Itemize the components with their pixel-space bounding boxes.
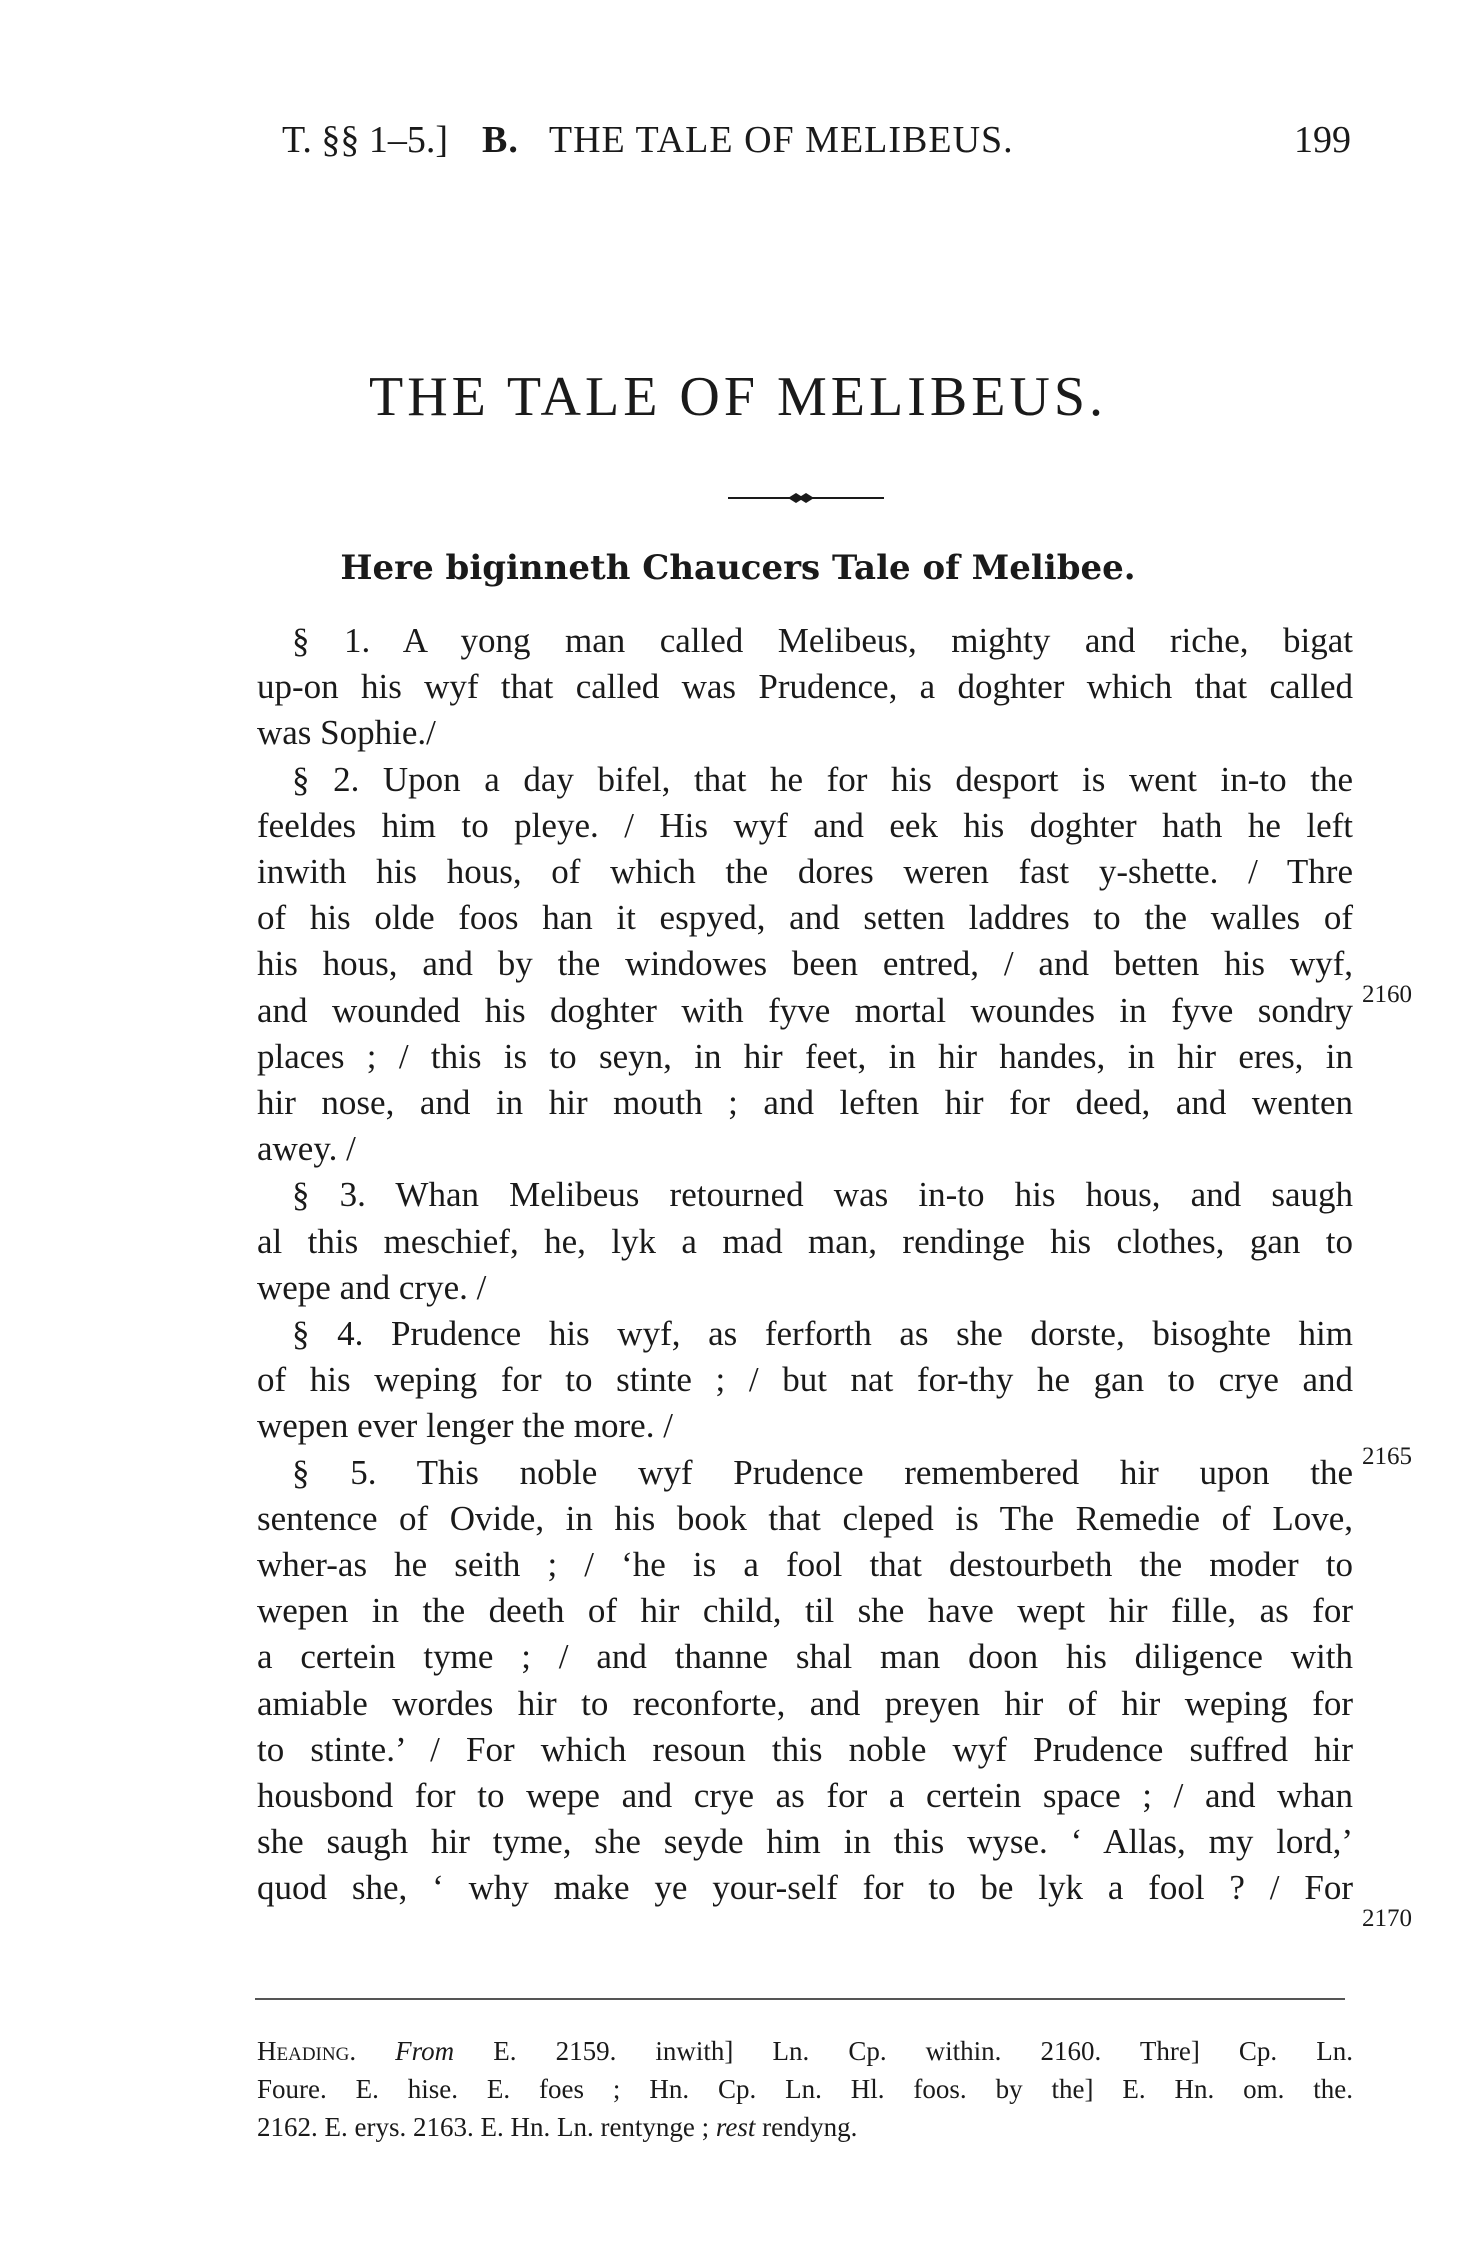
text-line: wher-as he seith ; / ‘he is a fool that destourbeth the moder to [257, 1545, 1353, 1584]
running-head-group-letter: B. [482, 119, 519, 161]
text-line: inwith his hous, of which the dores weren fast y-shette. / Thre [257, 852, 1353, 891]
text-line: of his olde foos han it espyed, and setten laddres to the walles of [257, 898, 1353, 937]
text-line: wepe and crye. / [257, 1268, 487, 1307]
text-line: quod she, ‘ why make ye your-self for to be lyk a fool ? / For [257, 1868, 1353, 1907]
text-line: § 1. A yong man called Melibeus, mighty and riche, bigat [292, 621, 1353, 660]
text-line: places ; / this is to seyn, in hir feet, in hir handes, in hir eres, in [257, 1037, 1353, 1076]
text-line: up-on his wyf that called was Prudence, a doghter which that called [257, 667, 1353, 706]
text-line: she saugh hir tyme, she seyde him in this wyse. ‘ Allas, my lord,’ [257, 1822, 1353, 1861]
line-number: 2165 [1362, 1443, 1412, 1470]
text-line: and wounded his doghter with fyve mortal woundes in fyve sondry [257, 991, 1353, 1030]
text-line: sentence of Ovide, in his book that cleped is The Remedie of Love, [257, 1499, 1353, 1538]
text-line: wepen in the deeth of hir child, til she have wept hir fille, as for [257, 1591, 1353, 1630]
footnote-from: From [395, 2036, 455, 2066]
footnote-text: rendyng. [755, 2112, 858, 2142]
text-line: § 4. Prudence his wyf, as ferforth as she dorste, bisoghte him [292, 1314, 1353, 1353]
text-line: § 5. This noble wyf Prudence remembered hir upon the [292, 1453, 1353, 1492]
text-line: a certein tyme ; / and thanne shal man doon his diligence with [257, 1637, 1353, 1676]
text-line: hir nose, and in hir mouth ; and leften hir for deed, and wenten [257, 1083, 1353, 1122]
text-line: was Sophie./ [257, 713, 436, 752]
running-head-title [482, 118, 1014, 162]
text-line: to stinte.’ / For which resoun this noble wyf Prudence suffred hir [257, 1730, 1353, 1769]
line-number: 2170 [1362, 1905, 1412, 1932]
text-line: feeldes him to pleye. / His wyf and eek his doghter hath he left [257, 806, 1353, 845]
text-line: al this meschief, he, lyk a mad man, rendinge his clothes, gan to [257, 1222, 1353, 1261]
text-line: his hous, and by the windowes been entred, / and betten his wyf, [257, 944, 1353, 983]
footnote-line [257, 2108, 1353, 2146]
page-number: 199 [1294, 119, 1351, 161]
footnote-line [257, 2032, 1353, 2070]
text-line: housbond for to wepe and crye as for a certein space ; / and whan [257, 1776, 1353, 1815]
line-number: 2160 [1362, 981, 1412, 1008]
page-title: THE TALE OF MELIBEUS. [368, 366, 1107, 428]
text-line: amiable wordes hir to reconforte, and preyen hir of hir weping for [257, 1684, 1353, 1723]
footnote-text: 2162. E. erys. 2163. E. Hn. Ln. rentynge ; [257, 2112, 710, 2142]
tale-heading: Here biginneth Chaucers Tale of Melibee. [340, 548, 1136, 588]
footnote-rest: rest [715, 2112, 756, 2142]
footnote-heading-label: Heading. [257, 2036, 357, 2066]
running-head-tale-name: THE TALE OF MELIBEUS. [548, 119, 1014, 161]
footnote-line: Foure. E. hise. E. foes ; Hn. Cp. Ln. Hl. foos. by the] E. Hn. om. the. [257, 2074, 1353, 2104]
text-line: awey. / [257, 1129, 356, 1168]
footnote-rule [255, 1998, 1345, 2000]
running-head-section-ref: T. §§ 1–5.] [282, 119, 449, 161]
text-line: of his weping for to stinte ; / but nat for-thy he gan to crye and [257, 1360, 1353, 1399]
running-head [0, 118, 1476, 178]
text-line: § 2. Upon a day bifel, that he for his desport is went in-to the [292, 760, 1353, 799]
footnote-text: E. 2159. inwith] Ln. Cp. within. 2160. Thre] Cp. Ln. [454, 2036, 1354, 2066]
title-ornament [728, 491, 884, 505]
text-line: wepen ever lenger the more. / [257, 1406, 673, 1445]
text-line: § 3. Whan Melibeus retourned was in-to his hous, and saugh [292, 1175, 1353, 1214]
